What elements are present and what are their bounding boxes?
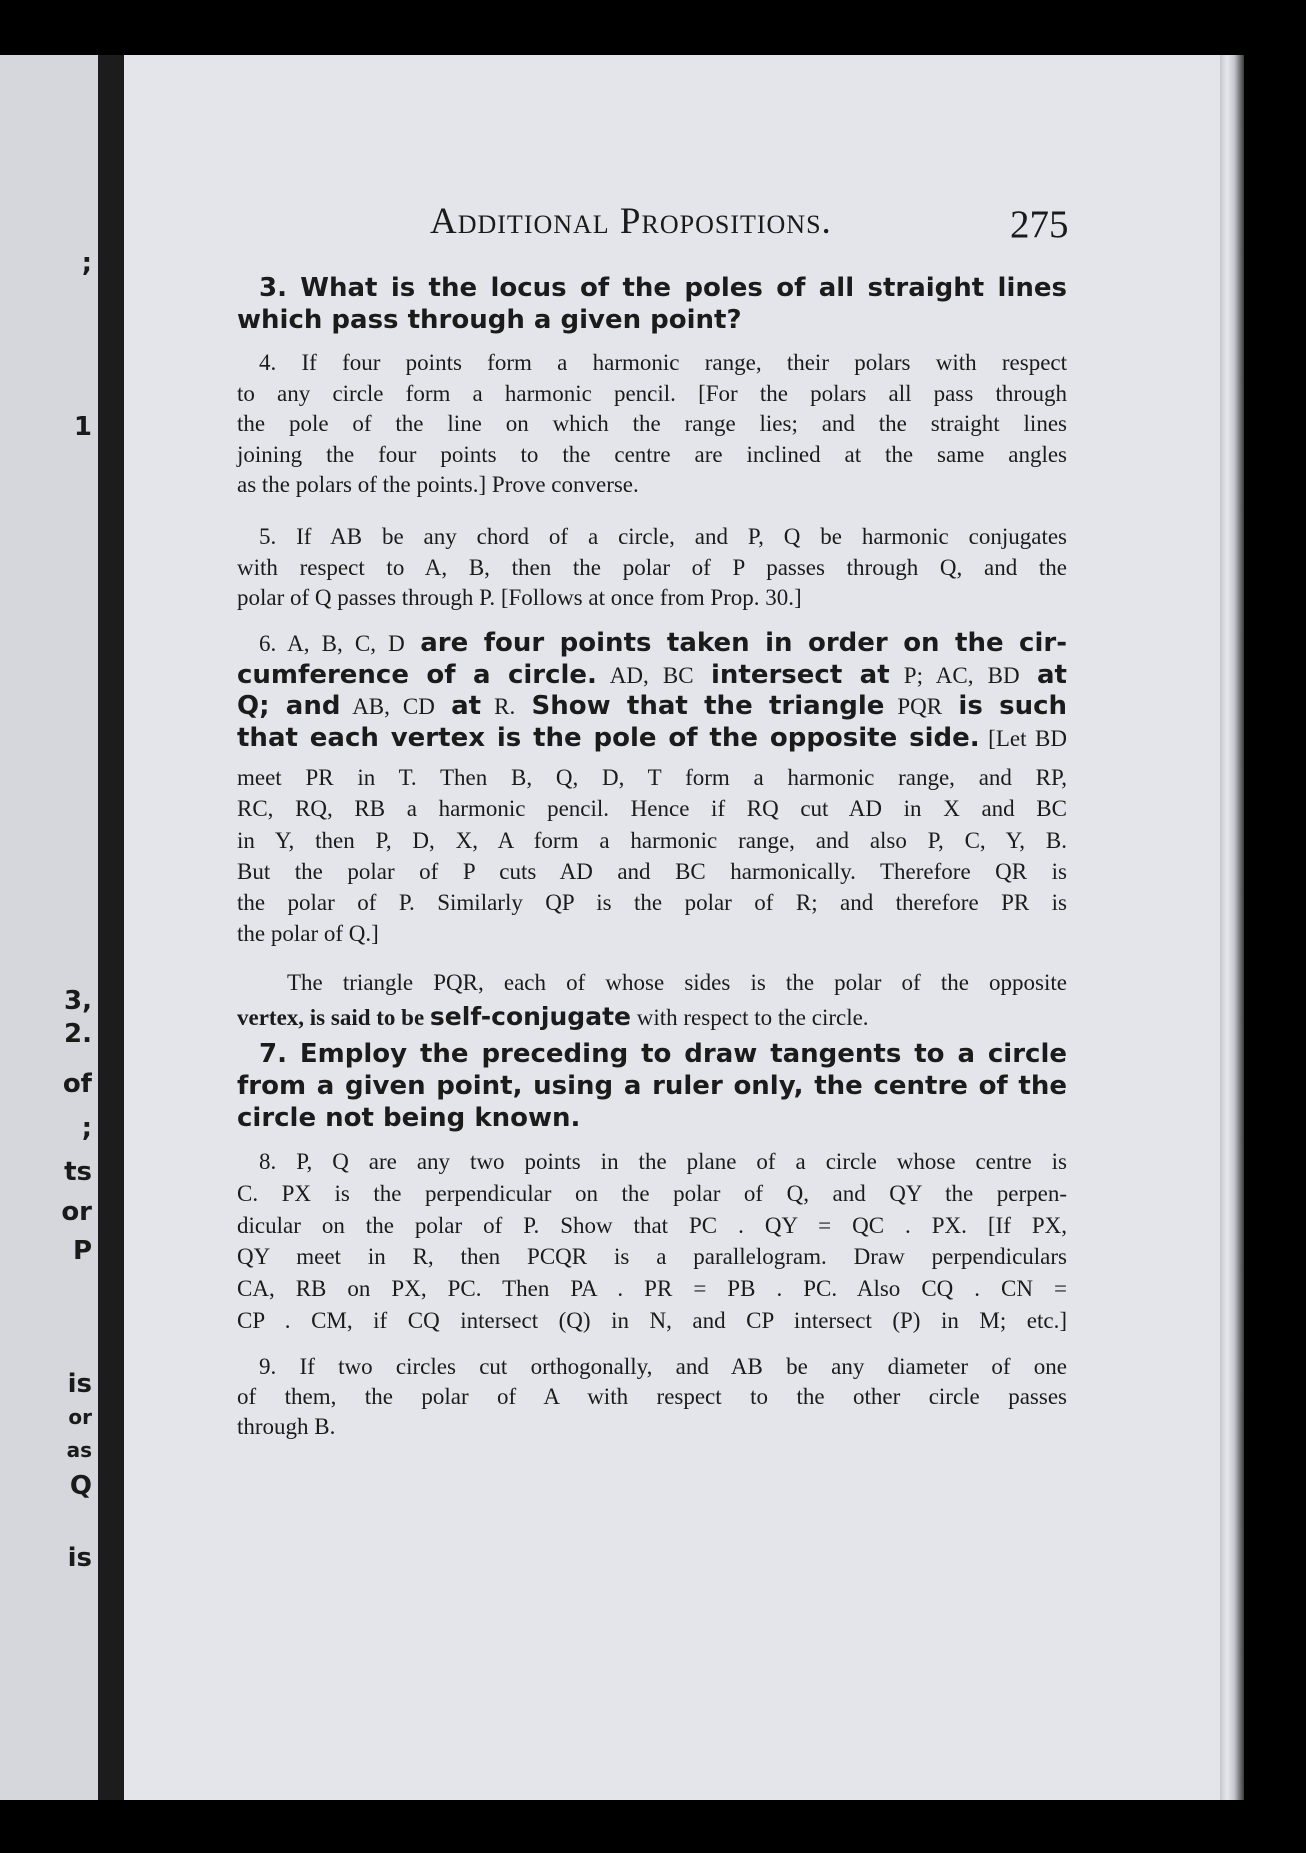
proposition-9: [237, 1352, 1067, 1442]
text-line: polar of Q passes through P. [Follows at once from Prop. 30.]: [237, 585, 802, 610]
text-line: from a given point, using a ruler only, the centre of the: [237, 1071, 1067, 1101]
definition-note: [237, 966, 1067, 1035]
proposition-6: [237, 628, 1067, 754]
text-line: vertex, is said to be self-conjugate with respect to the circle.: [237, 1002, 869, 1031]
proposition-8: [237, 1146, 1067, 1337]
book-gutter: [98, 55, 124, 1800]
text-line: to any circle form a harmonic pencil. [For the polars all pass through: [237, 380, 1067, 406]
proposition-3: [237, 272, 1067, 336]
margin-fragment: is: [67, 1369, 92, 1399]
margin-fragment: is: [67, 1543, 92, 1573]
margin-fragment: of: [62, 1069, 92, 1099]
proposition-4: [237, 348, 1067, 501]
text-line: through B.: [237, 1414, 336, 1439]
text-line: circle not being known.: [237, 1103, 581, 1133]
running-title: Additional Propositions.: [430, 201, 832, 242]
text-line: C. PX is the perpendicular on the polar of Q, and QY the perpen-: [237, 1180, 1067, 1206]
margin-fragment: Q: [69, 1471, 92, 1501]
text-line: as the polars of the points.] Prove converse.: [237, 472, 639, 497]
margin-fragment: as: [66, 1438, 92, 1462]
text-line: cumference of a circle. AD, BC intersect at P; AC, BD at: [237, 659, 1067, 690]
text-line: dicular on the polar of P. Show that PC . QY = QC . PX. [If PX,: [237, 1212, 1067, 1238]
proposition-6-proof: [237, 762, 1067, 950]
margin-fragment: ts: [64, 1157, 92, 1187]
text-line: meet PR in T. Then B, Q, D, T form a harmonic range, and RP,: [237, 765, 1067, 790]
page-number: 275: [1010, 203, 1069, 246]
text-line: The triangle PQR, each of whose sides is the polar of the opposite: [287, 970, 1067, 995]
margin-fragment: 1: [73, 412, 92, 442]
text-line: with respect to A, B, then the polar of P passes through Q, and the: [237, 554, 1067, 580]
text-line: the pole of the line on which the range lies; and the straight lines: [237, 411, 1067, 436]
page-edge: [1220, 55, 1244, 1800]
text-line: CP . CM, if CQ intersect (Q) in N, and CP intersect (P) in M; etc.]: [237, 1307, 1067, 1333]
text-line: the polar of P. Similarly QP is the polar of R; and therefore PR is: [237, 890, 1067, 916]
text-line: 4. If four points form a harmonic range, their polars with respect: [259, 350, 1067, 375]
margin-fragment: or: [68, 1405, 92, 1429]
text-line: the polar of Q.]: [237, 921, 379, 947]
proposition-5: [237, 522, 1067, 614]
text-line: 9. If two circles cut orthogonally, and AB be any diameter of one: [259, 1354, 1067, 1379]
text-line: 7. Employ the preceding to draw tangents to a circle: [259, 1039, 1067, 1069]
text-line: 6. A, B, C, D are four points taken in order on the cir-: [259, 628, 1067, 658]
text-line: in Y, then P, D, X, A form a harmonic range, and also P, C, Y, B.: [237, 827, 1067, 853]
text-line: QY meet in R, then PCQR is a parallelogram. Draw perpendiculars: [237, 1244, 1067, 1270]
text-line: joining the four points to the centre are inclined at the same angles: [237, 441, 1067, 467]
text-line: CA, RB on PX, PC. Then PA . PR = PB . PC. Also CQ . CN =: [237, 1276, 1067, 1302]
text-line: But the polar of P cuts AD and BC harmonically. Therefore QR is: [237, 858, 1067, 884]
margin-fragment: ;: [81, 248, 92, 278]
text-line: that each vertex is the pole of the opposite side. [Let BD: [237, 722, 1067, 753]
adjacent-page: [0, 55, 98, 1800]
margin-fragment: ;: [81, 1113, 92, 1143]
text-line: 3. What is the locus of the poles of all straight lines: [259, 273, 1067, 303]
text-line: RC, RQ, RB a harmonic pencil. Hence if RQ cut AD in X and BC: [237, 796, 1067, 822]
proposition-7: [237, 1038, 1067, 1134]
margin-fragment: P: [72, 1236, 92, 1266]
margin-fragment: 2.: [64, 1019, 92, 1049]
margin-fragment: or: [61, 1197, 92, 1227]
text-line: Q; and AB, CD at R. Show that the triangle PQR is such: [237, 691, 1068, 721]
text-line: which pass through a given point?: [237, 305, 742, 335]
text-line: 5. If AB be any chord of a circle, and P, Q be harmonic conjugates: [259, 524, 1067, 549]
margin-fragment: 3,: [64, 986, 92, 1016]
text-line: of them, the polar of A with respect to the other circle passes: [237, 1384, 1067, 1409]
text-line: 8. P, Q are any two points in the plane of a circle whose centre is: [259, 1149, 1067, 1174]
